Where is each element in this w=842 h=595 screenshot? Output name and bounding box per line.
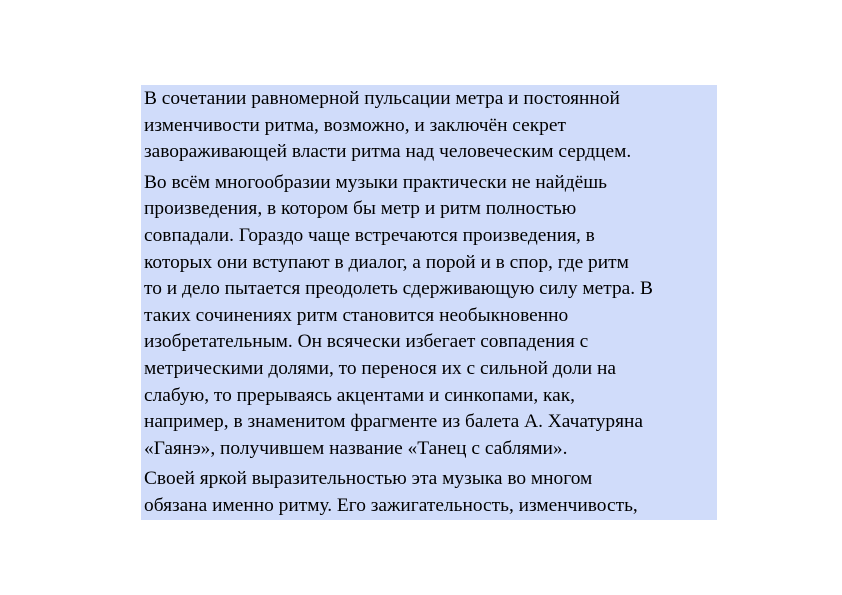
text-line: завораживающей власти ритма над человеческим сердцем. <box>144 141 632 163</box>
text-line: совпадали. Гораздо чаще встречаются произведения, в <box>144 224 595 246</box>
text-line: например, в знаменитом фрагменте из балета А. Хачатуряна <box>144 411 644 433</box>
text-box <box>141 85 717 520</box>
paragraph-2 <box>144 170 715 463</box>
text-line: то и дело пытается преодолеть сдерживающую силу метра. В <box>144 278 653 300</box>
text-line: обязана именно ритму. Его зажигательность, изменчивость, <box>144 494 638 516</box>
text-line: которых они вступают в диалог, а порой и в спор, где ритм <box>144 251 629 273</box>
text-line: «Гаянэ», получившем название «Танец с саблями». <box>144 437 568 459</box>
text-line: В сочетании равномерной пульсации метра и постоянной <box>144 88 620 109</box>
text-line: метрическими долями, то перенося их с сильной доли на <box>144 357 616 379</box>
text-line: таких сочинениях ритм становится необыкновенно <box>144 304 569 326</box>
text-line: произведения, в котором бы метр и ритм полностью <box>144 198 577 220</box>
text-line: Во всём многообразии музыки практически не найдёшь <box>144 171 608 193</box>
text-line: изменчивости ритма, возможно, и заключён секрет <box>144 114 566 136</box>
paragraph-3 <box>144 466 715 519</box>
paragraph-1 <box>144 86 715 166</box>
text-line: Своей яркой выразительностью эта музыка во многом <box>144 468 593 490</box>
text-line: изобретательным. Он всячески избегает совпадения с <box>144 331 589 353</box>
text-line: слабую, то прерываясь акцентами и синкопами, как, <box>144 384 576 406</box>
